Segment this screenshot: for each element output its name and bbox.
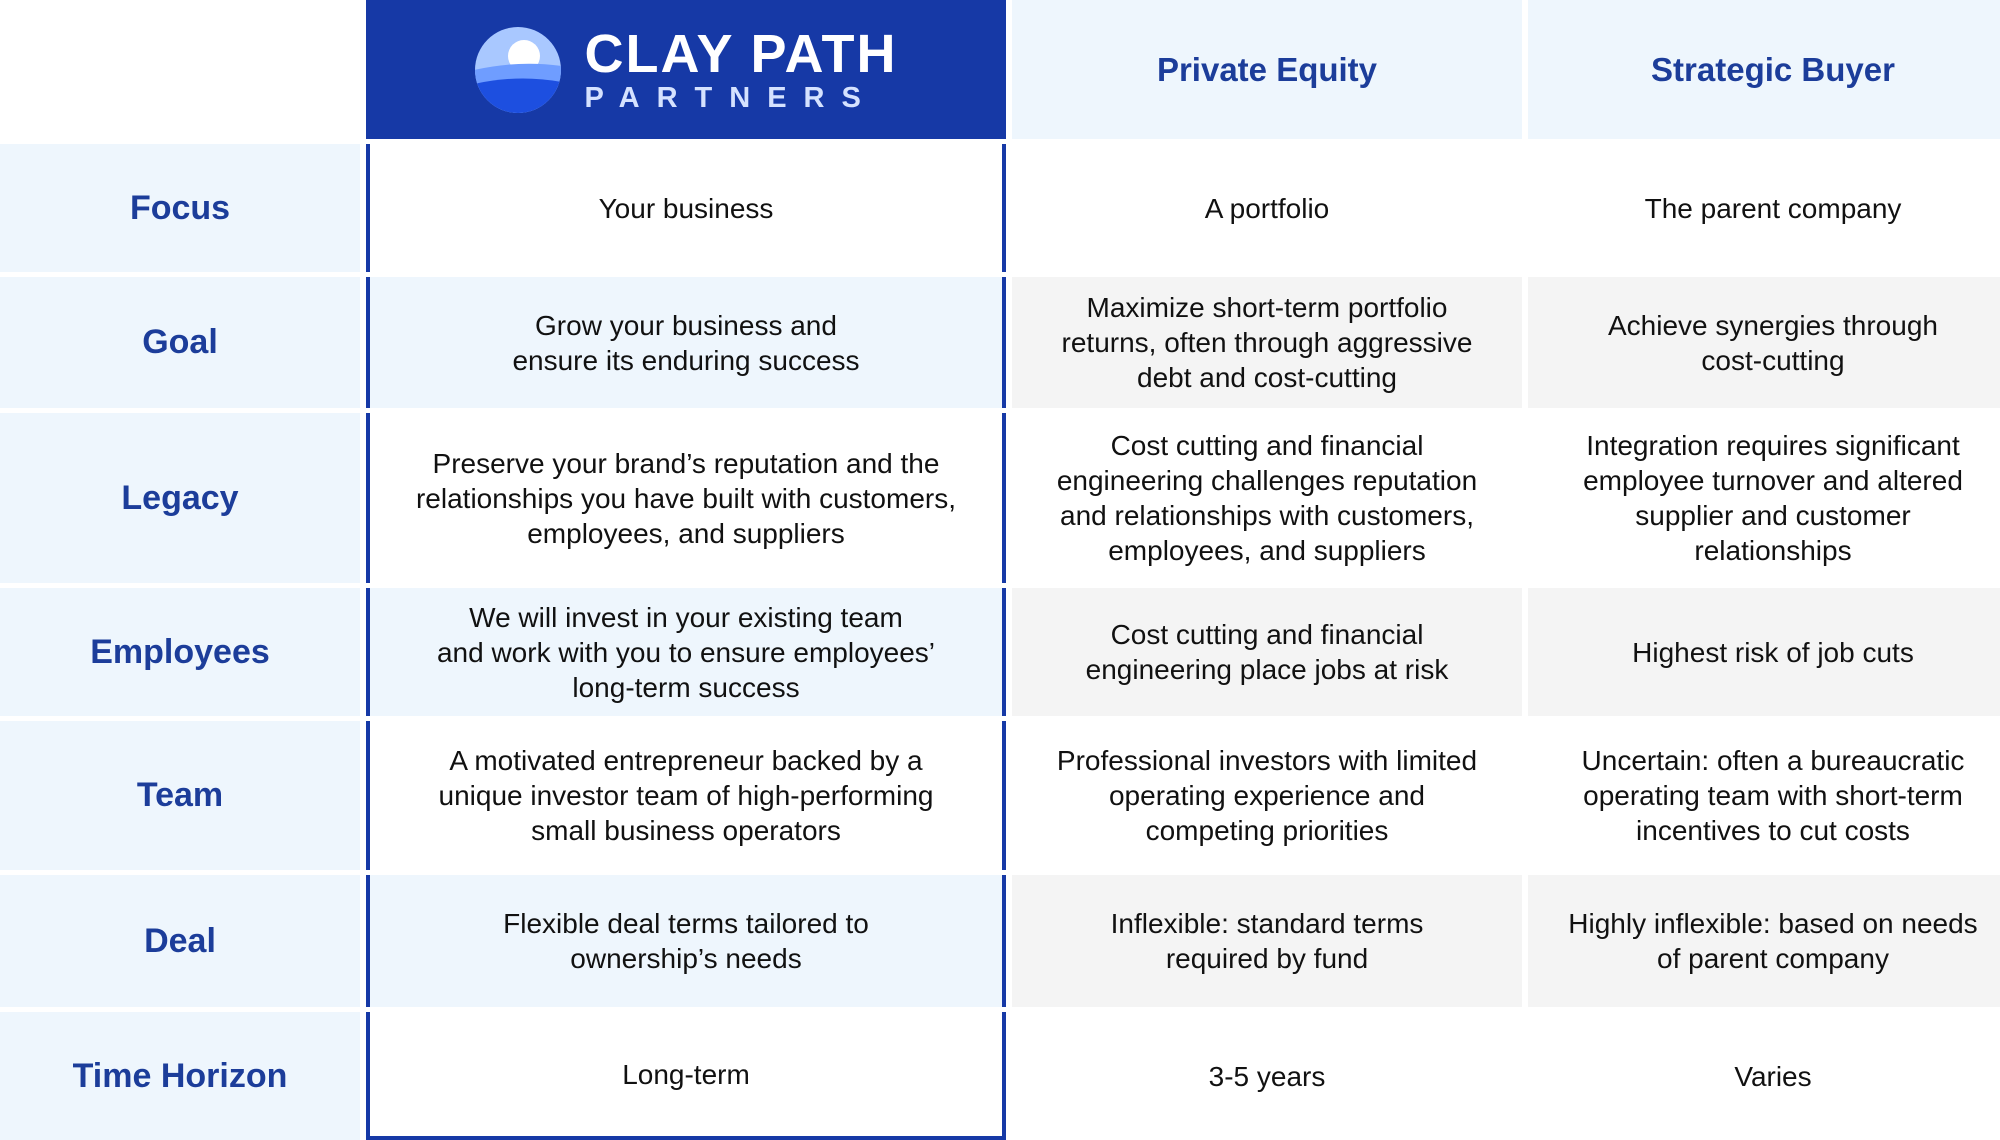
strategic-legacy-cell: Integration requires significant employee turnover and altered supplier and customer relationships — [1528, 413, 2000, 583]
logo-subtitle: PARTNERS — [584, 81, 878, 114]
claypath-deal-cell: Flexible deal terms tailored to ownership’s needs — [366, 875, 1006, 1007]
row-header-focus: Focus — [0, 144, 360, 272]
pe-team-cell: Professional investors with limited operating experience and competing priorities — [1012, 721, 1522, 870]
logo-name: CLAY PATH — [584, 23, 898, 84]
pe-time-horizon-cell: 3-5 years — [1012, 1012, 1522, 1140]
strategic-goal-cell: Achieve synergies through cost-cutting — [1528, 277, 2000, 408]
claypath-time-horizon-cell: Long-term — [366, 1012, 1006, 1140]
corner-cell — [0, 0, 360, 139]
row-header-time-horizon: Time Horizon — [0, 1012, 360, 1140]
row-header-team: Team — [0, 721, 360, 870]
strategic-employees-cell: Highest risk of job cuts — [1528, 588, 2000, 716]
column-header-private-equity: Private Equity — [1012, 0, 1522, 139]
row-header-deal: Deal — [0, 875, 360, 1007]
strategic-focus-cell: The parent company — [1528, 144, 2000, 272]
claypath-goal-cell: Grow your business and ensure its enduring success — [366, 277, 1006, 408]
pe-employees-cell: Cost cutting and financial engineering place jobs at risk — [1012, 588, 1522, 716]
row-header-legacy: Legacy — [0, 413, 360, 583]
column-header-strategic-buyer: Strategic Buyer — [1528, 0, 2000, 139]
claypath-employees-cell: We will invest in your existing team and work with you to ensure employees’ long-term success — [366, 588, 1006, 716]
strategic-deal-cell: Highly inflexible: based on needs of parent company — [1528, 875, 2000, 1007]
row-header-goal: Goal — [0, 277, 360, 408]
pe-focus-cell: A portfolio — [1012, 144, 1522, 272]
claypath-team-cell: A motivated entrepreneur backed by a unique investor team of high-performing small business operators — [366, 721, 1006, 870]
strategic-time-horizon-cell: Varies — [1528, 1012, 2000, 1140]
pe-goal-cell: Maximize short-term portfolio returns, often through aggressive debt and cost-cutting — [1012, 277, 1522, 408]
claypath-legacy-cell: Preserve your brand’s reputation and the relationships you have built with customers, employees, and suppliers — [366, 413, 1006, 583]
claypath-focus-cell: Your business — [366, 144, 1006, 272]
strategic-team-cell: Uncertain: often a bureaucratic operating team with short-term incentives to cut costs — [1528, 721, 2000, 870]
pe-deal-cell: Inflexible: standard terms required by fund — [1012, 875, 1522, 1007]
pe-legacy-cell: Cost cutting and financial engineering challenges reputation and relationships with customers, employees, and suppliers — [1012, 413, 1522, 583]
sun-horizon-logo-icon — [474, 26, 562, 114]
row-header-employees: Employees — [0, 588, 360, 716]
clay-path-logo-header — [366, 0, 1006, 139]
